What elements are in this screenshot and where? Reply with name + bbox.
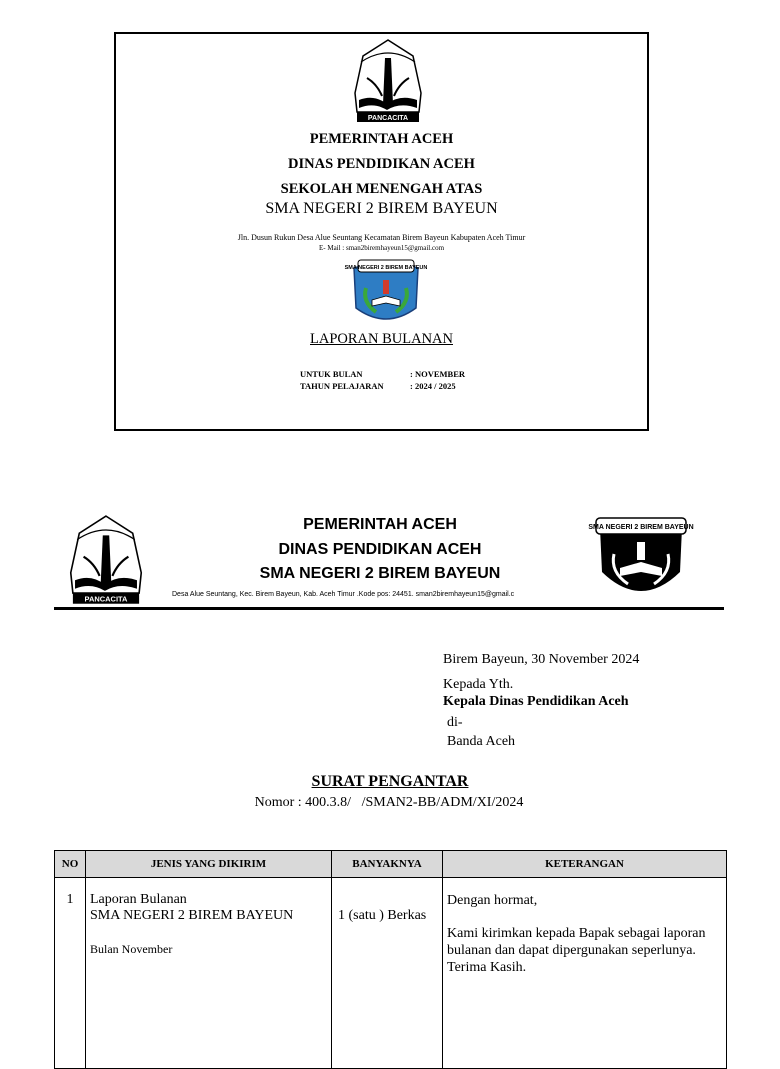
letterhead-government: PEMERINTAH ACEH — [303, 516, 457, 533]
cell-item — [86, 878, 332, 1069]
table-header-row — [55, 851, 727, 878]
row-number: 1 — [66, 892, 74, 907]
letterhead-divider — [54, 607, 724, 610]
pancacita-emblem-icon — [349, 38, 427, 126]
letter-number: Nomor : 400.3.8/ /SMAN2-BB/ADM/XI/2024 — [254, 795, 524, 810]
school-logo-icon — [344, 258, 428, 326]
letterhead-school-name: SMA NEGERI 2 BIREM BAYEUN — [259, 565, 501, 582]
item-line-1: Laporan Bulanan — [90, 892, 187, 907]
item-line-3: Bulan November — [90, 942, 173, 956]
shipment-table — [54, 850, 727, 1069]
letterhead-school-logo-text: SMA NEGERI 2 BIREM BAYEUN — [588, 524, 694, 531]
item-line-2: SMA NEGERI 2 BIREM BAYEUN — [90, 908, 294, 923]
cover-government: PEMERINTAH ACEH — [309, 131, 454, 147]
year-value: : 2024 / 2025 — [410, 381, 456, 391]
to-prefix: Kepada Yth. — [443, 677, 514, 692]
emblem-label: PANCACITA — [367, 115, 409, 122]
month-label: UNTUK BULAN — [300, 369, 363, 379]
report-title: LAPORAN BULANAN — [310, 331, 453, 347]
table-row — [55, 878, 727, 1069]
cover-page — [114, 32, 649, 431]
header-no: NO — [55, 851, 86, 878]
recipient-city: Banda Aceh — [447, 734, 516, 749]
note-closing: Terima Kasih. — [447, 960, 527, 975]
letterhead-address: Desa Alue Seuntang, Kec. Birem Bayeun, Kab. Aceh Timur .Kode pos: 24451. sman2biremhayeun15@gmail.c — [172, 591, 515, 598]
cover-email: E- Mail : sman2biremhayeun15@gmail.com — [318, 244, 445, 252]
cell-notes — [443, 878, 727, 1069]
cover-department: DINAS PENDIDIKAN ACEH — [288, 156, 475, 172]
header-quantity: BANYAKNYA — [332, 851, 443, 878]
cover-school-level: SEKOLAH MENENGAH ATAS — [280, 181, 483, 197]
letterhead-department: DINAS PENDIDIKAN ACEH — [278, 541, 482, 558]
school-logo-text: SMA NEGERI 2 BIREM BAYEUN — [344, 265, 428, 271]
letterhead-school-logo-icon — [590, 514, 692, 606]
cover-address: Jln. Dusun Rukun Desa Alue Seuntang Kecamatan Birem Bayeun Kabupaten Aceh Timur — [237, 233, 526, 242]
cell-quantity — [332, 878, 443, 1069]
letterhead-emblem-icon — [62, 514, 150, 608]
cell-no — [55, 878, 86, 1069]
note-body: Kami kirimkan kepada Bapak sebagai laporan bulanan dan dapat dipergunakan seperlunya. — [447, 926, 706, 958]
year-label: TAHUN PELAJARAN — [300, 381, 384, 391]
letter-title: SURAT PENGANTAR — [311, 773, 469, 790]
note-greeting: Dengan hormat, — [447, 893, 538, 908]
recipient: Kepala Dinas Pendidikan Aceh — [443, 694, 629, 709]
header-item: JENIS YANG DIKIRIM — [86, 851, 332, 878]
place-date: Birem Bayeun, 30 November 2024 — [443, 652, 640, 667]
recipient-di: di- — [447, 715, 463, 730]
cover-school-name: SMA NEGERI 2 BIREM BAYEUN — [265, 200, 498, 217]
letterhead-emblem-label: PANCACITA — [84, 594, 128, 604]
header-notes: KETERANGAN — [443, 851, 727, 878]
quantity: 1 (satu ) Berkas — [338, 908, 427, 923]
month-value: : NOVEMBER — [410, 369, 466, 379]
